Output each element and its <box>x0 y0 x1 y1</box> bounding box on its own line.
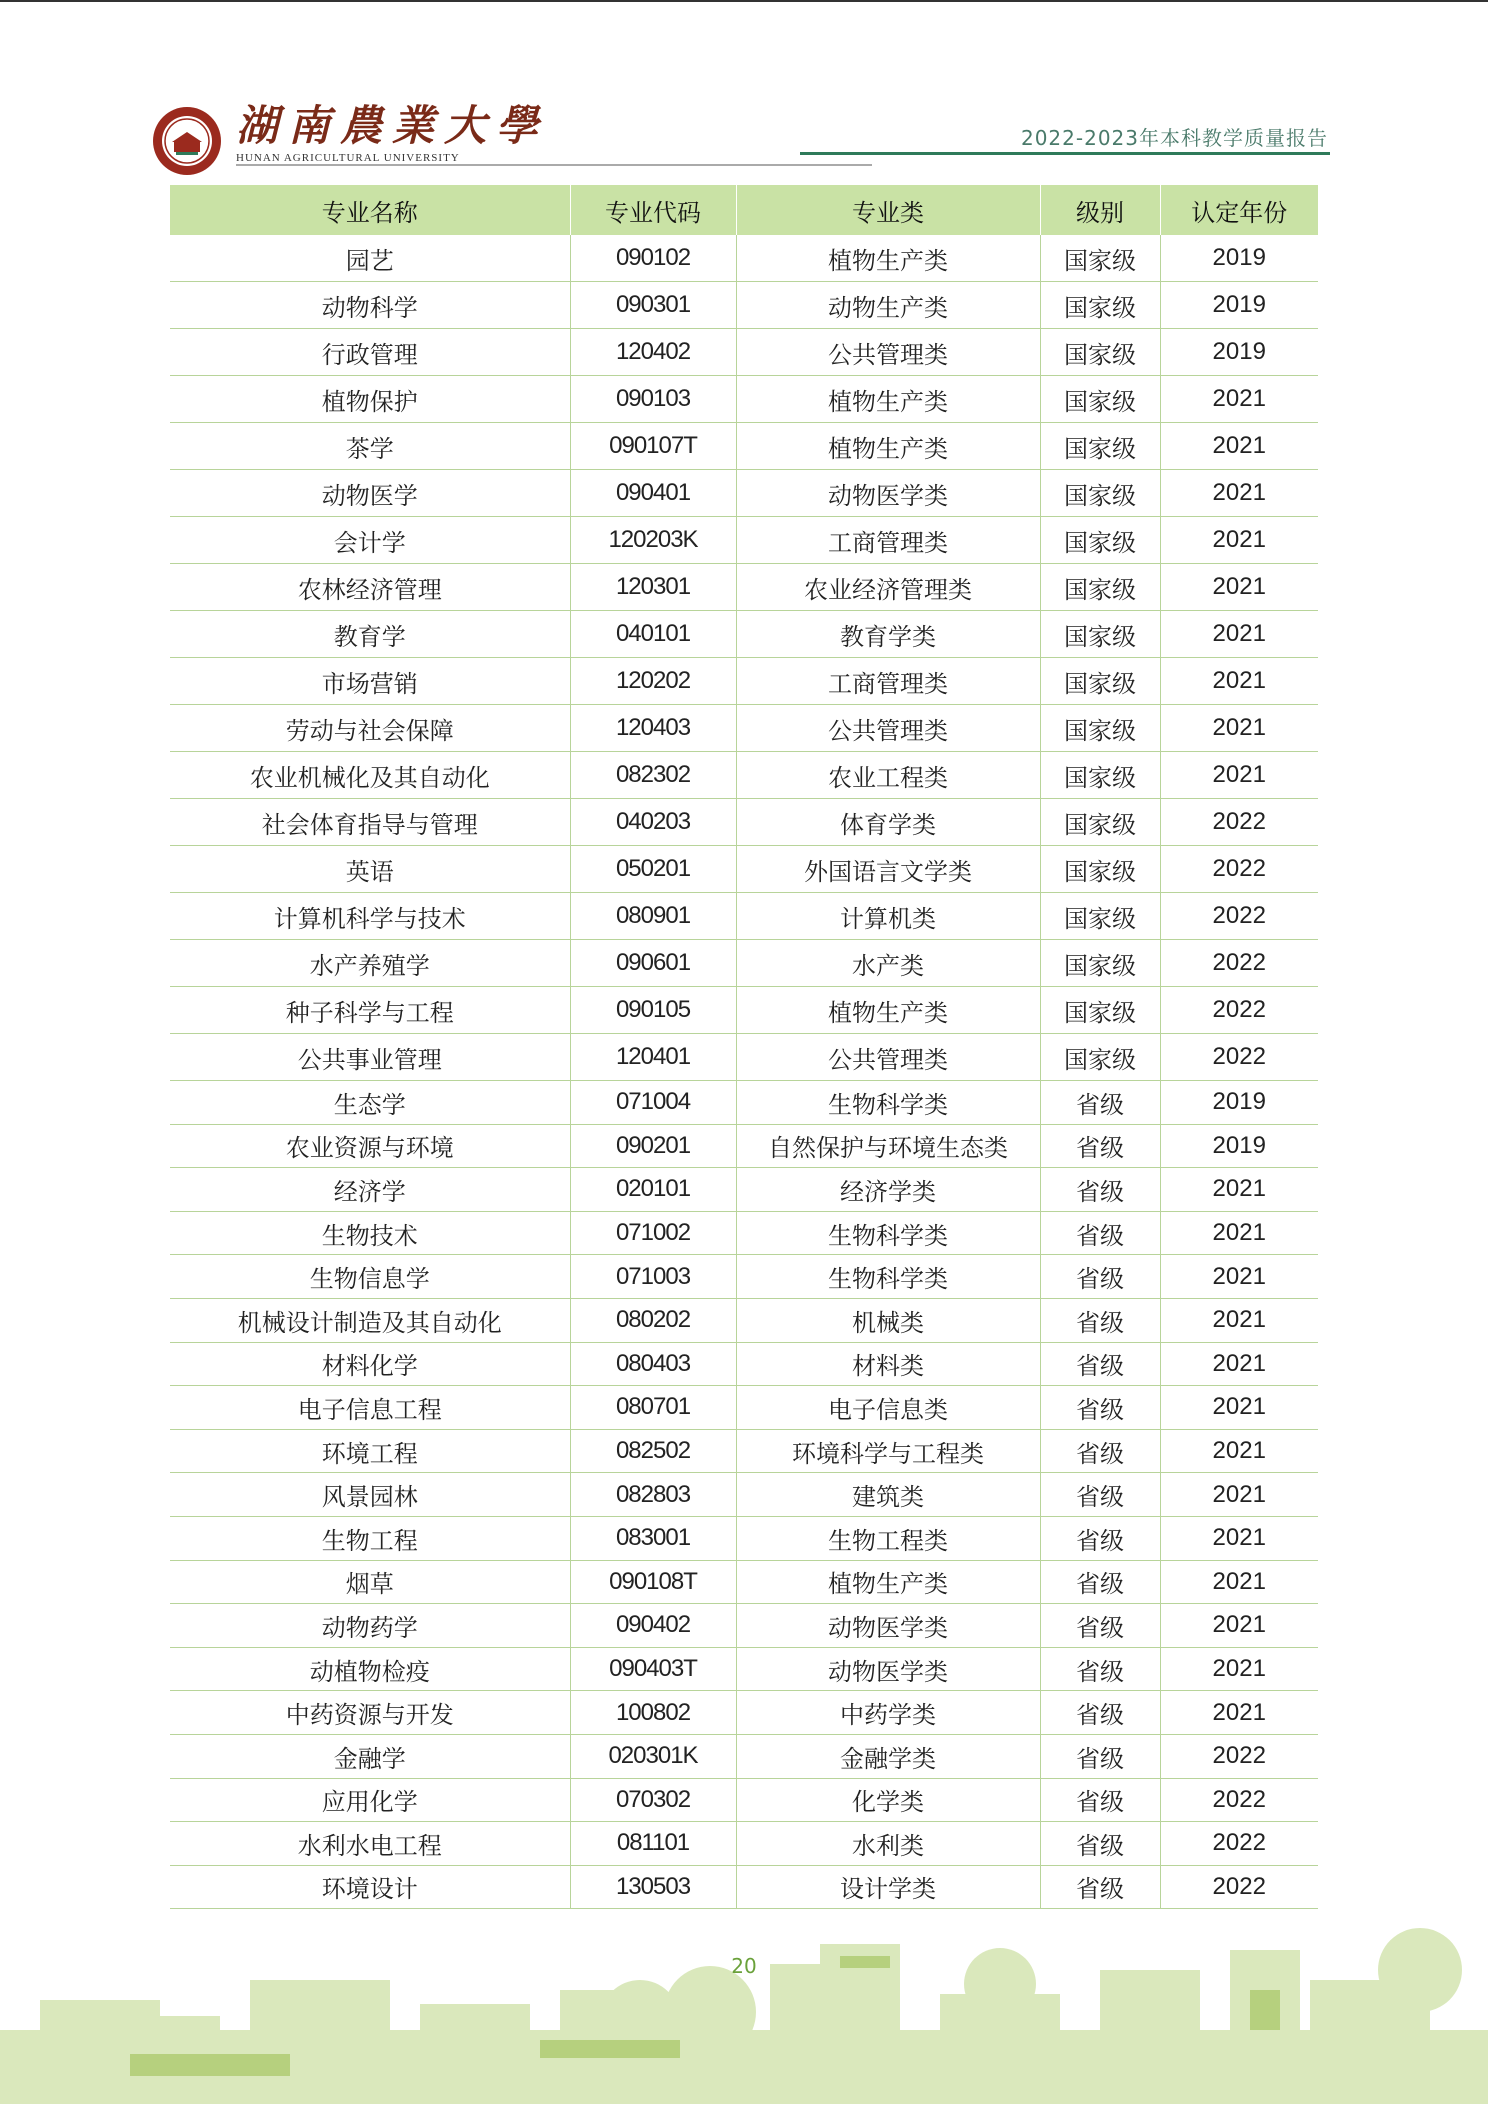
year-cell: 2021 <box>1160 752 1318 799</box>
major-code-cell: 090103 <box>570 376 736 423</box>
major-name-cell: 材料化学 <box>170 1342 570 1386</box>
year-cell: 2019 <box>1160 329 1318 376</box>
level-cell: 省级 <box>1040 1865 1160 1909</box>
major-name-cell: 金融学 <box>170 1734 570 1778</box>
major-name-cell: 生物信息学 <box>170 1255 570 1299</box>
major-code-cell: 040101 <box>570 611 736 658</box>
table-row <box>170 1734 1318 1778</box>
major-category-cell: 植物生产类 <box>736 423 1040 470</box>
major-name-cell: 生物技术 <box>170 1211 570 1255</box>
table-row <box>170 235 1318 282</box>
table-row <box>170 517 1318 564</box>
major-code-cell: 090201 <box>570 1124 736 1168</box>
major-category-cell: 电子信息类 <box>736 1386 1040 1430</box>
table-row <box>170 1865 1318 1909</box>
level-cell: 国家级 <box>1040 235 1160 282</box>
major-name-cell: 水产养殖学 <box>170 940 570 987</box>
major-code-cell: 120401 <box>570 1034 736 1081</box>
campus-illustration-footer <box>0 1920 1488 2104</box>
major-category-cell: 植物生产类 <box>736 987 1040 1034</box>
major-name-cell: 动植物检疫 <box>170 1647 570 1691</box>
year-cell: 2021 <box>1160 517 1318 564</box>
major-name-cell: 烟草 <box>170 1560 570 1604</box>
header-divider-green <box>800 152 1330 155</box>
column-header: 专业代码 <box>570 185 736 235</box>
major-name-cell: 生态学 <box>170 1081 570 1125</box>
level-cell: 省级 <box>1040 1560 1160 1604</box>
year-cell: 2021 <box>1160 564 1318 611</box>
major-category-cell: 植物生产类 <box>736 376 1040 423</box>
major-code-cell: 090601 <box>570 940 736 987</box>
year-cell: 2022 <box>1160 1778 1318 1822</box>
major-name-cell: 园艺 <box>170 235 570 282</box>
major-category-cell: 动物医学类 <box>736 1604 1040 1648</box>
university-name-en: HUNAN AGRICULTURAL UNIVERSITY <box>236 152 460 164</box>
major-name-cell: 中药资源与开发 <box>170 1691 570 1735</box>
major-name-cell: 风景园林 <box>170 1473 570 1517</box>
level-cell: 省级 <box>1040 1124 1160 1168</box>
column-header: 专业名称 <box>170 185 570 235</box>
major-code-cell: 071004 <box>570 1081 736 1125</box>
major-category-cell: 经济学类 <box>736 1168 1040 1212</box>
level-cell: 国家级 <box>1040 987 1160 1034</box>
major-code-cell: 090108T <box>570 1560 736 1604</box>
major-name-cell: 动物药学 <box>170 1604 570 1648</box>
major-code-cell: 120202 <box>570 658 736 705</box>
major-category-cell: 外国语言文学类 <box>736 846 1040 893</box>
level-cell: 省级 <box>1040 1822 1160 1866</box>
major-code-cell: 120402 <box>570 329 736 376</box>
major-category-cell: 公共管理类 <box>736 329 1040 376</box>
table-row <box>170 658 1318 705</box>
major-code-cell: 040203 <box>570 799 736 846</box>
major-code-cell: 080901 <box>570 893 736 940</box>
major-category-cell: 金融学类 <box>736 1734 1040 1778</box>
major-category-cell: 生物科学类 <box>736 1255 1040 1299</box>
major-category-cell: 环境科学与工程类 <box>736 1429 1040 1473</box>
table-row <box>170 1342 1318 1386</box>
major-category-cell: 机械类 <box>736 1298 1040 1342</box>
table-row <box>170 1255 1318 1299</box>
level-cell: 省级 <box>1040 1386 1160 1430</box>
year-cell: 2021 <box>1160 1516 1318 1560</box>
major-category-cell: 水产类 <box>736 940 1040 987</box>
major-code-cell: 120203K <box>570 517 736 564</box>
major-name-cell: 环境工程 <box>170 1429 570 1473</box>
table-row <box>170 470 1318 517</box>
major-category-cell: 中药学类 <box>736 1691 1040 1735</box>
level-cell: 国家级 <box>1040 423 1160 470</box>
year-cell: 2019 <box>1160 1124 1318 1168</box>
table-row <box>170 329 1318 376</box>
table-row <box>170 1604 1318 1648</box>
major-name-cell: 水利水电工程 <box>170 1822 570 1866</box>
year-cell: 2021 <box>1160 658 1318 705</box>
year-cell: 2021 <box>1160 1647 1318 1691</box>
table-row <box>170 1081 1318 1125</box>
major-category-cell: 生物科学类 <box>736 1211 1040 1255</box>
year-cell: 2022 <box>1160 1865 1318 1909</box>
major-category-cell: 工商管理类 <box>736 517 1040 564</box>
level-cell: 省级 <box>1040 1734 1160 1778</box>
table-row <box>170 705 1318 752</box>
major-name-cell: 农林经济管理 <box>170 564 570 611</box>
major-category-cell: 自然保护与环境生态类 <box>736 1124 1040 1168</box>
major-name-cell: 应用化学 <box>170 1778 570 1822</box>
column-header: 级别 <box>1040 185 1160 235</box>
major-category-cell: 植物生产类 <box>736 1560 1040 1604</box>
page-number: 20 <box>731 1954 757 1978</box>
year-cell: 2021 <box>1160 1691 1318 1735</box>
major-code-cell: 120403 <box>570 705 736 752</box>
year-cell: 2019 <box>1160 235 1318 282</box>
major-code-cell: 082803 <box>570 1473 736 1517</box>
level-cell: 国家级 <box>1040 376 1160 423</box>
major-code-cell: 081101 <box>570 1822 736 1866</box>
year-cell: 2021 <box>1160 705 1318 752</box>
major-code-cell: 020101 <box>570 1168 736 1212</box>
top-border-line <box>0 0 1488 2</box>
level-cell: 省级 <box>1040 1647 1160 1691</box>
level-cell: 省级 <box>1040 1473 1160 1517</box>
year-cell: 2021 <box>1160 423 1318 470</box>
year-cell: 2022 <box>1160 893 1318 940</box>
year-cell: 2021 <box>1160 1429 1318 1473</box>
year-cell: 2022 <box>1160 987 1318 1034</box>
major-code-cell: 100802 <box>570 1691 736 1735</box>
major-name-cell: 农业机械化及其自动化 <box>170 752 570 799</box>
table-row <box>170 1429 1318 1473</box>
year-cell: 2021 <box>1160 1473 1318 1517</box>
table-row <box>170 987 1318 1034</box>
level-cell: 省级 <box>1040 1342 1160 1386</box>
year-cell: 2022 <box>1160 846 1318 893</box>
university-logo <box>236 102 548 164</box>
table-row <box>170 1386 1318 1430</box>
major-name-cell: 公共事业管理 <box>170 1034 570 1081</box>
table-row <box>170 893 1318 940</box>
table-row <box>170 846 1318 893</box>
major-name-cell: 计算机科学与技术 <box>170 893 570 940</box>
year-cell: 2021 <box>1160 611 1318 658</box>
level-cell: 省级 <box>1040 1168 1160 1212</box>
level-cell: 省级 <box>1040 1516 1160 1560</box>
major-code-cell: 120301 <box>570 564 736 611</box>
major-category-cell: 农业工程类 <box>736 752 1040 799</box>
level-cell: 国家级 <box>1040 658 1160 705</box>
major-category-cell: 动物生产类 <box>736 282 1040 329</box>
year-cell: 2021 <box>1160 1168 1318 1212</box>
major-code-cell: 090403T <box>570 1647 736 1691</box>
major-name-cell: 植物保护 <box>170 376 570 423</box>
level-cell: 国家级 <box>1040 329 1160 376</box>
level-cell: 国家级 <box>1040 940 1160 987</box>
major-name-cell: 英语 <box>170 846 570 893</box>
level-cell: 国家级 <box>1040 846 1160 893</box>
major-name-cell: 农业资源与环境 <box>170 1124 570 1168</box>
table-row <box>170 1822 1318 1866</box>
major-code-cell: 130503 <box>570 1865 736 1909</box>
table-row <box>170 1124 1318 1168</box>
year-cell: 2021 <box>1160 1386 1318 1430</box>
major-code-cell: 090105 <box>570 987 736 1034</box>
major-category-cell: 建筑类 <box>736 1473 1040 1517</box>
major-category-cell: 农业经济管理类 <box>736 564 1040 611</box>
level-cell: 省级 <box>1040 1778 1160 1822</box>
major-code-cell: 080202 <box>570 1298 736 1342</box>
year-cell: 2021 <box>1160 1255 1318 1299</box>
majors-table <box>170 185 1318 1909</box>
level-cell: 国家级 <box>1040 282 1160 329</box>
level-cell: 省级 <box>1040 1298 1160 1342</box>
level-cell: 国家级 <box>1040 1034 1160 1081</box>
level-cell: 国家级 <box>1040 611 1160 658</box>
major-code-cell: 071002 <box>570 1211 736 1255</box>
table-row <box>170 1778 1318 1822</box>
table-row <box>170 376 1318 423</box>
major-name-cell: 社会体育指导与管理 <box>170 799 570 846</box>
major-category-cell: 材料类 <box>736 1342 1040 1386</box>
major-code-cell: 090102 <box>570 235 736 282</box>
major-name-cell: 生物工程 <box>170 1516 570 1560</box>
major-code-cell: 082502 <box>570 1429 736 1473</box>
major-code-cell: 070302 <box>570 1778 736 1822</box>
major-category-cell: 公共管理类 <box>736 705 1040 752</box>
major-code-cell: 080701 <box>570 1386 736 1430</box>
level-cell: 国家级 <box>1040 517 1160 564</box>
major-category-cell: 植物生产类 <box>736 235 1040 282</box>
major-name-cell: 环境设计 <box>170 1865 570 1909</box>
table-row <box>170 1211 1318 1255</box>
major-code-cell: 083001 <box>570 1516 736 1560</box>
table-row <box>170 1298 1318 1342</box>
year-cell: 2021 <box>1160 1211 1318 1255</box>
major-category-cell: 化学类 <box>736 1778 1040 1822</box>
major-name-cell: 种子科学与工程 <box>170 987 570 1034</box>
table-header-row <box>170 185 1318 235</box>
major-code-cell: 050201 <box>570 846 736 893</box>
level-cell: 省级 <box>1040 1081 1160 1125</box>
report-title: 2022-2023年本科教学质量报告 <box>1020 126 1328 150</box>
major-name-cell: 劳动与社会保障 <box>170 705 570 752</box>
major-code-cell: 071003 <box>570 1255 736 1299</box>
major-category-cell: 水利类 <box>736 1822 1040 1866</box>
header-divider-grey <box>236 164 872 166</box>
major-code-cell: 020301K <box>570 1734 736 1778</box>
major-category-cell: 体育学类 <box>736 799 1040 846</box>
major-name-cell: 行政管理 <box>170 329 570 376</box>
major-name-cell: 经济学 <box>170 1168 570 1212</box>
major-code-cell: 090107T <box>570 423 736 470</box>
column-header: 认定年份 <box>1160 185 1318 235</box>
major-name-cell: 教育学 <box>170 611 570 658</box>
major-name-cell: 动物科学 <box>170 282 570 329</box>
major-code-cell: 090402 <box>570 1604 736 1648</box>
level-cell: 省级 <box>1040 1604 1160 1648</box>
year-cell: 2021 <box>1160 470 1318 517</box>
major-name-cell: 电子信息工程 <box>170 1386 570 1430</box>
major-category-cell: 教育学类 <box>736 611 1040 658</box>
major-code-cell: 082302 <box>570 752 736 799</box>
level-cell: 省级 <box>1040 1429 1160 1473</box>
year-cell: 2021 <box>1160 1298 1318 1342</box>
major-code-cell: 090301 <box>570 282 736 329</box>
year-cell: 2019 <box>1160 282 1318 329</box>
table-row <box>170 564 1318 611</box>
university-name-cn: 湖南農業大學 <box>236 101 549 150</box>
major-name-cell: 动物医学 <box>170 470 570 517</box>
year-cell: 2022 <box>1160 1822 1318 1866</box>
level-cell: 国家级 <box>1040 564 1160 611</box>
major-name-cell: 市场营销 <box>170 658 570 705</box>
table-row <box>170 940 1318 987</box>
major-name-cell: 机械设计制造及其自动化 <box>170 1298 570 1342</box>
major-category-cell: 动物医学类 <box>736 1647 1040 1691</box>
table-row <box>170 799 1318 846</box>
major-code-cell: 080403 <box>570 1342 736 1386</box>
level-cell: 省级 <box>1040 1691 1160 1735</box>
major-category-cell: 生物科学类 <box>736 1081 1040 1125</box>
table-row <box>170 423 1318 470</box>
year-cell: 2022 <box>1160 799 1318 846</box>
level-cell: 国家级 <box>1040 705 1160 752</box>
level-cell: 国家级 <box>1040 799 1160 846</box>
year-cell: 2019 <box>1160 1081 1318 1125</box>
table-row <box>170 1516 1318 1560</box>
major-category-cell: 生物工程类 <box>736 1516 1040 1560</box>
table-row <box>170 282 1318 329</box>
table-row <box>170 1473 1318 1517</box>
year-cell: 2022 <box>1160 1034 1318 1081</box>
year-cell: 2021 <box>1160 1604 1318 1648</box>
year-cell: 2022 <box>1160 1734 1318 1778</box>
major-name-cell: 会计学 <box>170 517 570 564</box>
university-seal-logo <box>152 106 222 176</box>
column-header: 专业类 <box>736 185 1040 235</box>
year-cell: 2021 <box>1160 376 1318 423</box>
level-cell: 省级 <box>1040 1255 1160 1299</box>
table-row <box>170 1691 1318 1735</box>
table-body <box>170 235 1318 1909</box>
level-cell: 省级 <box>1040 1211 1160 1255</box>
table-row <box>170 1168 1318 1212</box>
year-cell: 2021 <box>1160 1342 1318 1386</box>
table-row <box>170 1647 1318 1691</box>
level-cell: 国家级 <box>1040 893 1160 940</box>
level-cell: 国家级 <box>1040 470 1160 517</box>
major-category-cell: 工商管理类 <box>736 658 1040 705</box>
major-category-cell: 设计学类 <box>736 1865 1040 1909</box>
table-row <box>170 1034 1318 1081</box>
table-row <box>170 752 1318 799</box>
table-row <box>170 611 1318 658</box>
level-cell: 国家级 <box>1040 752 1160 799</box>
major-category-cell: 公共管理类 <box>736 1034 1040 1081</box>
major-code-cell: 090401 <box>570 470 736 517</box>
year-cell: 2022 <box>1160 940 1318 987</box>
table-row <box>170 1560 1318 1604</box>
major-category-cell: 动物医学类 <box>736 470 1040 517</box>
year-cell: 2021 <box>1160 1560 1318 1604</box>
major-category-cell: 计算机类 <box>736 893 1040 940</box>
major-name-cell: 茶学 <box>170 423 570 470</box>
